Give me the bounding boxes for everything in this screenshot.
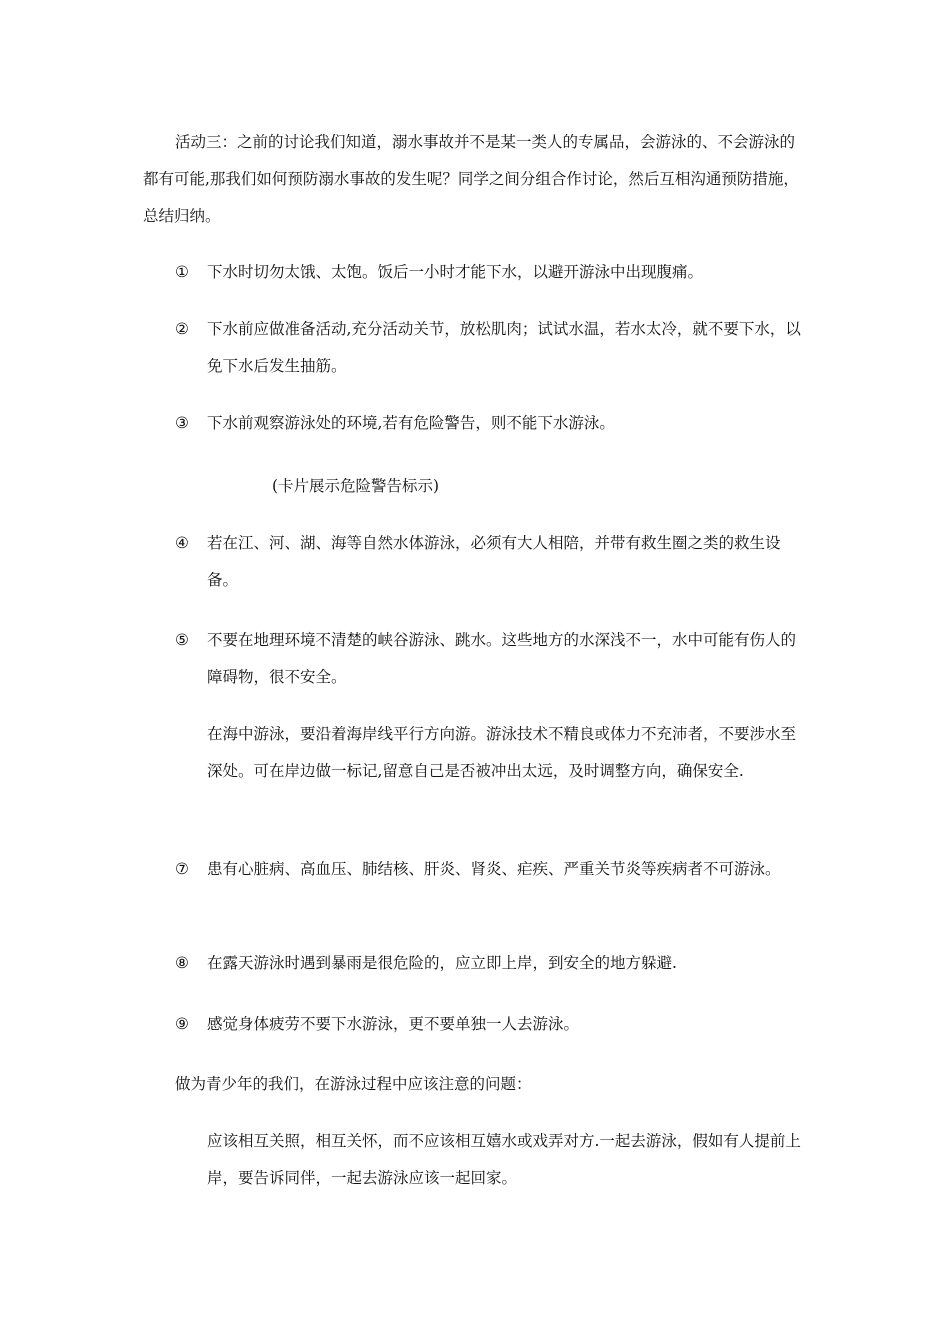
card-note: (卡片展示危险警告标示) [272, 477, 440, 495]
list-item [175, 1006, 807, 1043]
item-text: 感觉身体疲劳不要下水游泳，更不要单独一人去游泳。 [207, 1015, 580, 1033]
item-number: ⑤ [175, 631, 189, 649]
item-number: ⑦ [175, 860, 189, 878]
item-number: ③ [175, 414, 189, 432]
list-item [175, 945, 807, 982]
sea-paragraph: 在海中游泳，要沿着海岸线平行方向游。游泳技术不精良或体力不充沛者，不要涉水至深处。可在岸边做一标记,留意自己是否被冲出太远，及时调整方向，确保安全. [207, 725, 797, 780]
item-number: ⑧ [175, 954, 189, 972]
item-text: 下水前观察游泳处的环境,若有危险警告，则不能下水游泳。 [207, 414, 615, 432]
item-text: 下水前应做准备活动,充分活动关节，放松肌肉；试试水温，若水太冷，就不要下水，以免下水后发生抽筋。 [207, 320, 801, 375]
item-text: 在露天游泳时遇到暴雨是很危险的，应立即上岸，到安全的地方躲避. [207, 954, 677, 972]
item-text: 下水时切勿太饿、太饱。饭后一小时才能下水，以避开游泳中出现腹痛。 [207, 263, 704, 281]
item-text: 若在江、河、湖、海等自然水体游泳，必须有大人相陪，并带有救生圈之类的救生设备。 [207, 534, 781, 589]
youth-paragraph: 应该相互关照，相互关怀，而不应该相互嬉水或戏弄对方.一起去游泳，假如有人提前上岸，要告诉同伴，一起去游泳应该一起回家。 [207, 1132, 801, 1187]
list-item [175, 622, 807, 696]
list-item [175, 254, 807, 291]
item-number: ⑨ [175, 1015, 189, 1033]
list-item [175, 405, 807, 442]
youth-heading: 做为青少年的我们，在游泳过程中应该注意的问题： [175, 1075, 532, 1093]
item-number: ① [175, 263, 189, 281]
item-text: 患有心脏病、高血压、肺结核、肝炎、肾炎、疟疾、严重关节炎等疾病者不可游泳。 [207, 860, 781, 878]
item-number: ④ [175, 534, 189, 552]
list-item [175, 525, 807, 599]
list-item [175, 851, 807, 888]
item-text: 不要在地理环境不清楚的峡谷游泳、跳水。这些地方的水深浅不一，水中可能有伤人的障碍物，很不安全。 [207, 631, 797, 686]
intro-paragraph: 活动三：之前的讨论我们知道，溺水事故并不是某一类人的专属品，会游泳的、不会游泳的都有可能,那我们如何预防溺水事故的发生呢？同学之间分组合作讨论，然后互相沟通预防措施，总结归纳。 [143, 133, 799, 225]
list-item [175, 311, 807, 385]
item-number: ② [175, 320, 189, 338]
